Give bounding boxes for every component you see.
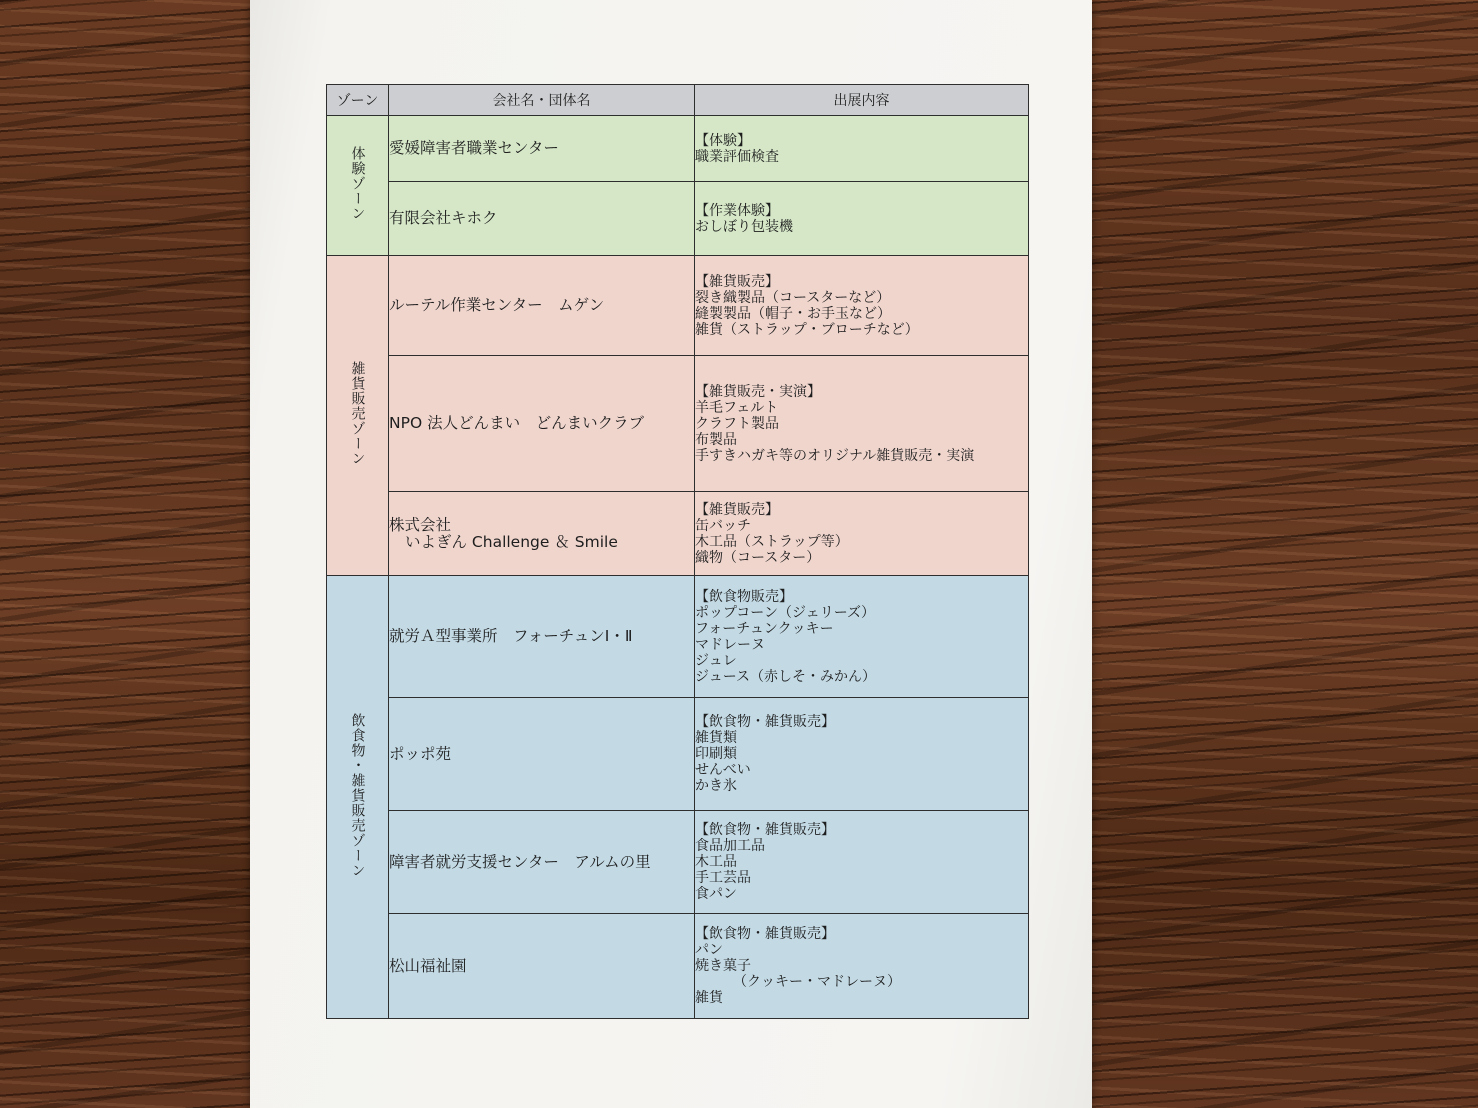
header-content: 出展内容 bbox=[695, 85, 1029, 116]
company-cell bbox=[389, 576, 695, 698]
table-row bbox=[327, 116, 1029, 182]
content-line: 雑貨類 bbox=[695, 730, 737, 746]
content-category: 【飲食物・雑貨販売】 bbox=[695, 822, 835, 838]
company-cell bbox=[389, 811, 695, 914]
company-cell bbox=[389, 182, 695, 256]
zone-label: 雑貨販売ゾーン bbox=[349, 361, 366, 466]
content-cell bbox=[695, 182, 1029, 256]
content-category: 【雑貨販売】 bbox=[695, 273, 779, 290]
table-row bbox=[327, 356, 1029, 492]
paper-sheet bbox=[250, 0, 1092, 1108]
content-category: 【飲食物販売】 bbox=[695, 588, 793, 605]
content-cell bbox=[695, 914, 1029, 1019]
content-line: クラフト製品 bbox=[695, 415, 779, 432]
content-line: ジュース（赤しそ・みかん） bbox=[695, 668, 877, 685]
company-cell bbox=[389, 356, 695, 492]
content-line: 食品加工品 bbox=[695, 838, 765, 854]
company-cell bbox=[389, 256, 695, 356]
company-name: NPO 法人どんまい どんまいクラブ bbox=[389, 414, 645, 432]
content-cell bbox=[695, 356, 1029, 492]
content-category: 【飲食物・雑貨販売】 bbox=[695, 714, 835, 730]
content-category: 【雑貨販売】 bbox=[695, 501, 779, 518]
content-line: ジュレ bbox=[695, 652, 737, 669]
content-line: 織物（コースター） bbox=[695, 549, 821, 566]
company-cell bbox=[389, 914, 695, 1019]
content-category: 【体験】 bbox=[695, 132, 751, 149]
table-row bbox=[327, 576, 1029, 698]
content-cell bbox=[695, 811, 1029, 914]
content-line: 木工品（ストラップ等） bbox=[695, 533, 849, 550]
content-line: 雑貨 bbox=[695, 990, 723, 1006]
content-line: マドレーヌ bbox=[695, 636, 765, 653]
content-line: 焼き菓子 bbox=[695, 958, 751, 974]
content-cell bbox=[695, 492, 1029, 576]
content-line: せんべい bbox=[695, 762, 751, 778]
company-name: 有限会社キホク bbox=[389, 209, 498, 227]
content-line: 缶バッチ bbox=[695, 517, 751, 534]
content-line: かき氷 bbox=[695, 778, 737, 794]
content-line: 職業評価検査 bbox=[695, 148, 779, 165]
zone-cell bbox=[327, 116, 389, 256]
zone-cell bbox=[327, 256, 389, 576]
table-row bbox=[327, 182, 1029, 256]
company-cell bbox=[389, 116, 695, 182]
content-line: 手すきハガキ等のオリジナル雑貨販売・実演 bbox=[695, 447, 975, 464]
company-name: 就労Ａ型事業所 フォーチュンⅠ・Ⅱ bbox=[389, 627, 633, 645]
table-row bbox=[327, 698, 1029, 811]
content-line: 印刷類 bbox=[695, 746, 737, 762]
exhibitor-table bbox=[326, 84, 1029, 1019]
company-name: いよぎん Challenge ＆ Smile bbox=[405, 532, 618, 551]
content-line: 羊毛フェルト bbox=[695, 399, 779, 416]
header-company: 会社名・団体名 bbox=[389, 85, 695, 116]
content-line: （クッキー・マドレーヌ） bbox=[733, 974, 901, 990]
header-zone: ゾーン bbox=[327, 85, 389, 116]
content-line: ポップコーン（ジェリーズ） bbox=[695, 604, 876, 621]
table-row bbox=[327, 811, 1029, 914]
content-line: 食パン bbox=[695, 886, 737, 902]
table-row bbox=[327, 492, 1029, 576]
content-category: 【作業体験】 bbox=[695, 202, 779, 219]
zone-cell bbox=[327, 576, 389, 1019]
zone-label: 飲食物・雑貨販売ゾーン bbox=[349, 712, 366, 878]
content-cell bbox=[695, 698, 1029, 811]
content-cell bbox=[695, 256, 1029, 356]
content-line: 木工品 bbox=[695, 854, 737, 870]
content-line: 縫製製品（帽子・お手玉など） bbox=[695, 305, 891, 322]
company-name: ポッポ苑 bbox=[389, 744, 452, 763]
content-line: 雑貨（ストラップ・ブローチなど） bbox=[695, 321, 919, 338]
company-name: 障害者就労支援センター アルムの里 bbox=[389, 852, 651, 871]
table-header-row bbox=[327, 85, 1029, 116]
content-line: おしぼり包装機 bbox=[695, 218, 793, 235]
company-name: 株式会社 bbox=[389, 515, 452, 534]
company-name: ルーテル作業センター ムゲン bbox=[389, 296, 605, 314]
content-category: 【雑貨販売・実演】 bbox=[695, 383, 821, 400]
company-cell bbox=[389, 698, 695, 811]
company-name: 松山福祉園 bbox=[389, 956, 467, 975]
company-cell bbox=[389, 492, 695, 576]
table-row bbox=[327, 914, 1029, 1019]
company-name: 愛媛障害者職業センター bbox=[389, 139, 559, 157]
content-line: パン bbox=[695, 942, 723, 958]
content-cell bbox=[695, 576, 1029, 698]
content-line: フォーチュンクッキー bbox=[695, 620, 834, 637]
content-category: 【飲食物・雑貨販売】 bbox=[695, 926, 835, 942]
content-line: 手工芸品 bbox=[695, 870, 751, 886]
content-cell bbox=[695, 116, 1029, 182]
content-line: 布製品 bbox=[695, 431, 737, 448]
table-row bbox=[327, 256, 1029, 356]
zone-label: 体験ゾーン bbox=[349, 146, 366, 221]
content-line: 裂き織製品（コースターなど） bbox=[695, 289, 891, 306]
